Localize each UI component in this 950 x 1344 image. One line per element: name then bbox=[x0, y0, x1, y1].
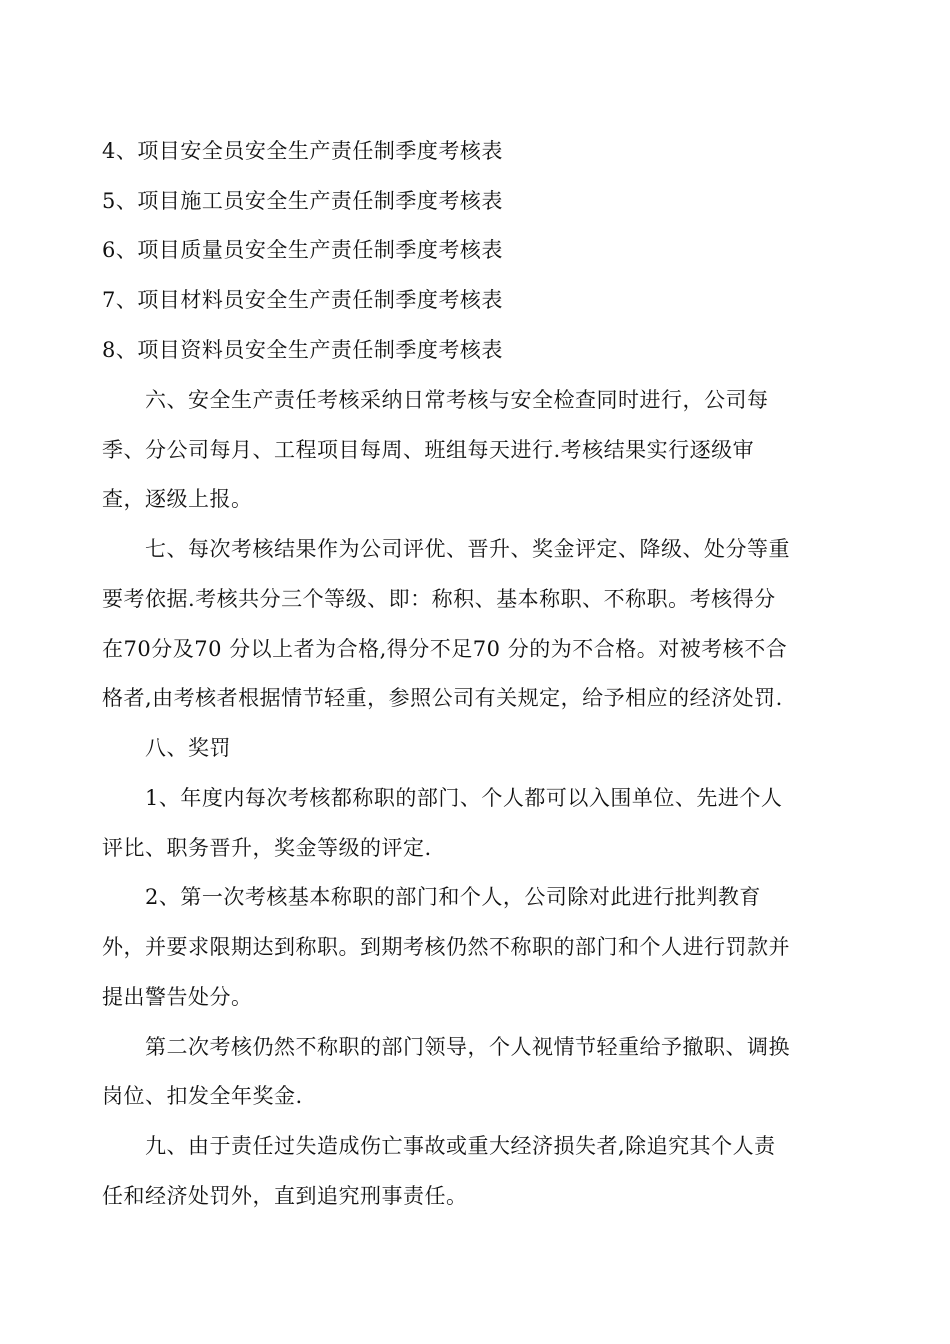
section-9-line-2: 任和经济处罚外，直到追究刑事责任。 bbox=[102, 1184, 468, 1208]
list-item-7: 7、项目材料员安全生产责任制季度考核表 bbox=[102, 288, 503, 312]
section-6-line-1: 六、安全生产责任考核采纳日常考核与安全检查同时进行，公司每 bbox=[145, 388, 769, 412]
list-item-4: 4、项目安全员安全生产责任制季度考核表 bbox=[102, 139, 503, 163]
section-7-line-3: 在70分及70 分以上者为合格,得分不足70 分的为不合格。对被考核不合 bbox=[102, 637, 788, 661]
section-9-line-1: 九、由于责任过失造成伤亡事故或重大经济损失者,除追究其个人责 bbox=[145, 1134, 776, 1158]
list-item-8: 8、项目资料员安全生产责任制季度考核表 bbox=[102, 338, 503, 362]
list-item-6: 6、项目质量员安全生产责任制季度考核表 bbox=[102, 238, 503, 262]
section-8-item-2-line-3: 提出警告处分。 bbox=[102, 985, 253, 1009]
section-8-item-2-cont-line-2: 岗位、扣发全年奖金. bbox=[102, 1084, 303, 1108]
section-6-line-3: 查，逐级上报。 bbox=[102, 487, 253, 511]
section-8-item-2-line-1: 2、第一次考核基本称职的部门和个人，公司除对此进行批判教育 bbox=[145, 885, 761, 909]
section-6-line-2: 季、分公司每月、工程项目每周、班组每天进行.考核结果实行逐级审 bbox=[102, 438, 755, 462]
section-8-heading: 八、奖罚 bbox=[145, 736, 231, 760]
section-7-line-2: 要考依据.考核共分三个等级、即：称积、基本称职、不称职。考核得分 bbox=[102, 587, 776, 611]
section-7-line-1: 七、每次考核结果作为公司评优、晋升、奖金评定、降级、处分等重 bbox=[145, 537, 790, 561]
section-7-line-4: 格者,由考核者根据情节轻重，参照公司有关规定，给予相应的经济处罚. bbox=[102, 686, 783, 710]
section-8-item-2-line-2: 外，并要求限期达到称职。到期考核仍然不称职的部门和个人进行罚款并 bbox=[102, 935, 790, 959]
section-8-item-2-cont-line-1: 第二次考核仍然不称职的部门领导，个人视情节轻重给予撤职、调换 bbox=[145, 1035, 790, 1059]
section-8-item-1-line-2: 评比、职务晋升，奖金等级的评定. bbox=[102, 836, 432, 860]
section-8-item-1-line-1: 1、年度内每次考核都称职的部门、个人都可以入围单位、先进个人 bbox=[145, 786, 783, 810]
list-item-5: 5、项目施工员安全生产责任制季度考核表 bbox=[102, 189, 503, 213]
